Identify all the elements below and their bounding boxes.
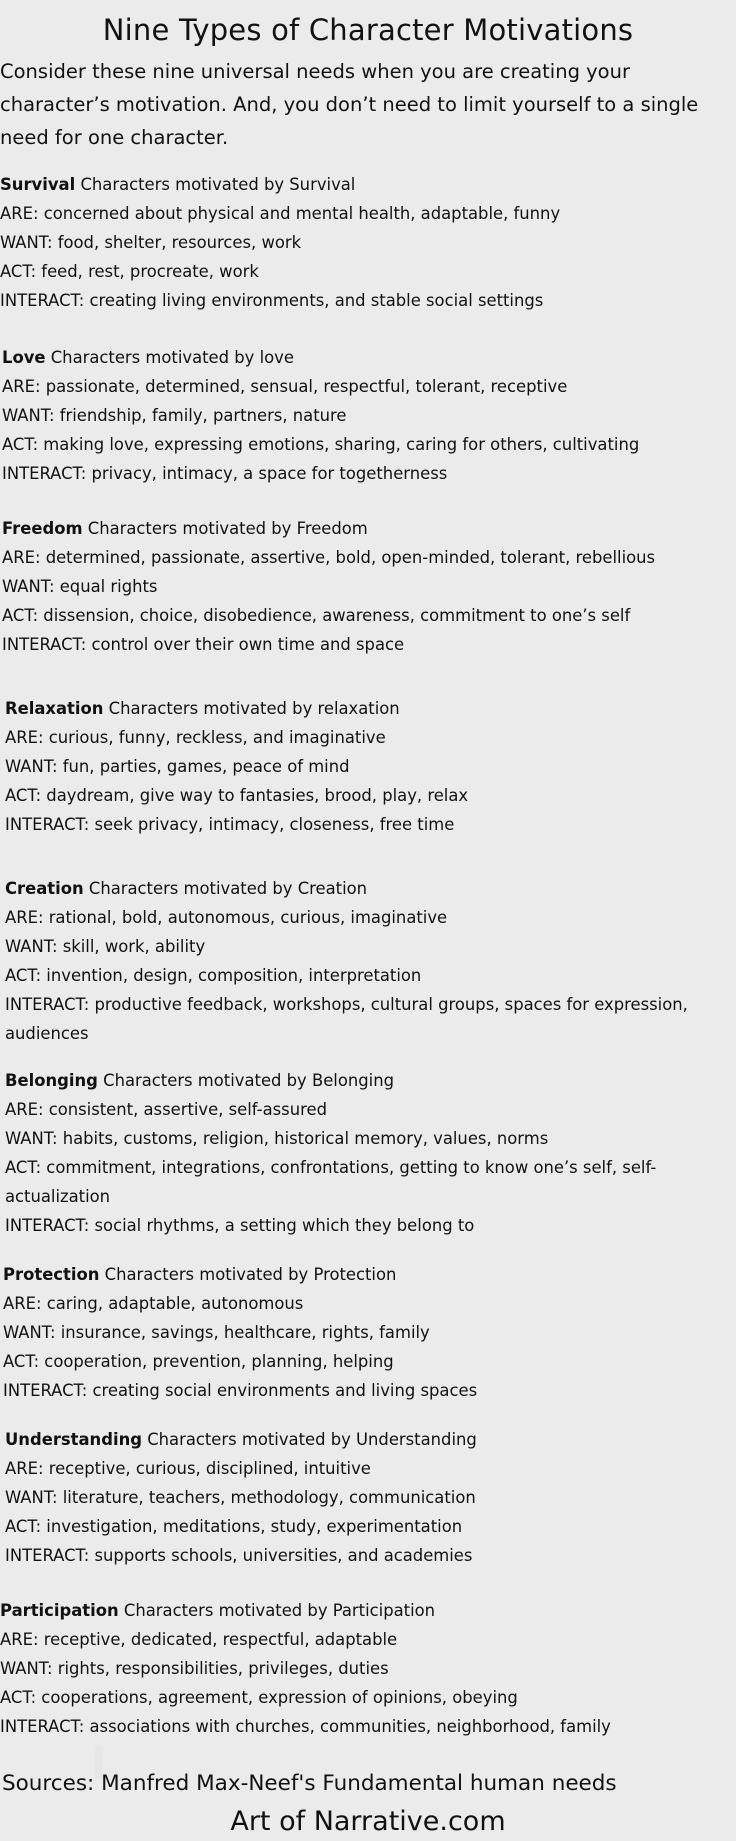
section-row-act: ACT: dissension, choice, disobedience, awareness, commitment to one’s self [2, 606, 631, 625]
section-row-interact: INTERACT: productive feedback, workshops, cultural groups, spaces for expression, [5, 995, 688, 1014]
section-heading [5, 874, 736, 903]
section-subtitle: Characters motivated by Survival [80, 175, 356, 194]
section-row-act: ACT: investigation, meditations, study, experimentation [5, 1517, 463, 1536]
section-understanding [5, 1425, 736, 1570]
section-name: Protection [3, 1265, 100, 1284]
section-name: Participation [0, 1601, 119, 1620]
section-row-want: WANT: literature, teachers, methodology, communication [5, 1488, 476, 1507]
section-row-are: ARE: passionate, determined, sensual, respectful, tolerant, receptive [2, 377, 568, 396]
section-row-are: ARE: curious, funny, reckless, and imaginative [5, 728, 386, 747]
section-participation [0, 1596, 732, 1741]
section-row-are: ARE: rational, bold, autonomous, curious, imaginative [5, 908, 448, 927]
section-row-are: ARE: caring, adaptable, autonomous [3, 1294, 304, 1313]
section-heading [5, 1425, 736, 1454]
section-row-interact: INTERACT: privacy, intimacy, a space for togetherness [2, 464, 448, 483]
brand-name: Art of Narrative.com [230, 1806, 506, 1837]
section-row-want: WANT: friendship, family, partners, nature [2, 406, 347, 425]
section-name: Belonging [5, 1071, 98, 1090]
section-heading [2, 343, 734, 372]
section-heading [2, 514, 734, 543]
section-row-want: WANT: habits, customs, religion, historical memory, values, norms [5, 1129, 549, 1148]
section-row-act: ACT: invention, design, composition, interpretation [5, 966, 422, 985]
section-subtitle: Characters motivated by Participation [123, 1601, 436, 1620]
section-row-act: ACT: cooperation, prevention, planning, helping [3, 1352, 394, 1371]
section-belonging [5, 1066, 736, 1240]
section-row-interact: INTERACT: creating social environments and living spaces [3, 1381, 478, 1400]
section-row-interact: INTERACT: supports schools, universities, and academies [5, 1546, 473, 1565]
section-row-want: WANT: food, shelter, resources, work [0, 233, 302, 252]
section-subtitle: Characters motivated by love [50, 348, 294, 367]
section-heading [5, 694, 736, 723]
intro-line: character’s motivation. And, you don’t need to limit yourself to a single [0, 93, 699, 116]
section-name: Love [2, 348, 46, 367]
section-row-interact-continued: audiences [5, 1024, 89, 1043]
section-name: Relaxation [5, 699, 104, 718]
section-name: Understanding [5, 1430, 142, 1449]
section-subtitle: Characters motivated by Understanding [147, 1430, 477, 1449]
section-heading [3, 1260, 735, 1289]
section-row-want: WANT: insurance, savings, healthcare, rights, family [3, 1323, 430, 1342]
section-heading [0, 1596, 732, 1625]
section-row-interact: INTERACT: seek privacy, intimacy, closeness, free time [5, 815, 455, 834]
section-row-act: ACT: daydream, give way to fantasies, brood, play, relax [5, 786, 469, 805]
section-row-are: ARE: consistent, assertive, self-assured [5, 1100, 327, 1119]
sources-credit: Sources: Manfred Max-Neef's Fundamental human needs [2, 1771, 617, 1796]
section-subtitle: Characters motivated by Freedom [87, 519, 368, 538]
section-row-want: WANT: skill, work, ability [5, 937, 206, 956]
section-row-act: ACT: feed, rest, procreate, work [0, 262, 259, 281]
section-name: Creation [5, 879, 84, 898]
intro-line: Consider these nine universal needs when you are creating your [0, 60, 630, 83]
section-subtitle: Characters motivated by relaxation [108, 699, 400, 718]
section-row-are: ARE: receptive, dedicated, respectful, adaptable [0, 1630, 398, 1649]
section-row-interact: INTERACT: social rhythms, a setting which they belong to [5, 1216, 475, 1235]
section-relaxation [5, 694, 736, 839]
section-row-interact: INTERACT: creating living environments, and stable social settings [0, 291, 544, 310]
section-row-interact: INTERACT: control over their own time and space [2, 635, 405, 654]
section-row-want: WANT: fun, parties, games, peace of mind [5, 757, 350, 776]
section-row-are: ARE: receptive, curious, disciplined, intuitive [5, 1459, 371, 1478]
section-row-act: ACT: commitment, integrations, confrontations, getting to know one’s self, self- [5, 1158, 657, 1177]
page-title: Nine Types of Character Motivations [102, 13, 634, 47]
section-love [2, 343, 734, 488]
section-row-act: ACT: cooperations, agreement, expression of opinions, obeying [0, 1688, 518, 1707]
section-row-want: WANT: equal rights [2, 577, 158, 596]
intro-paragraph [0, 55, 730, 154]
section-heading [5, 1066, 736, 1095]
section-name: Survival [0, 175, 76, 194]
section-heading [0, 170, 732, 199]
section-subtitle: Characters motivated by Protection [104, 1265, 397, 1284]
section-row-are: ARE: concerned about physical and mental health, adaptable, funny [0, 204, 561, 223]
section-row-want: WANT: rights, responsibilities, privileges, duties [0, 1659, 389, 1678]
intro-line: need for one character. [0, 126, 229, 149]
section-row-are: ARE: determined, passionate, assertive, bold, open-minded, tolerant, rebellious [2, 548, 656, 567]
section-survival [0, 170, 732, 315]
section-subtitle: Characters motivated by Belonging [103, 1071, 395, 1090]
section-row-act-continued: actualization [5, 1187, 111, 1206]
section-protection [3, 1260, 735, 1405]
section-row-interact: INTERACT: associations with churches, communities, neighborhood, family [0, 1717, 611, 1736]
section-subtitle: Characters motivated by Creation [88, 879, 368, 898]
section-row-act: ACT: making love, expressing emotions, sharing, caring for others, cultivating [2, 435, 640, 454]
section-creation [5, 874, 736, 1048]
section-freedom [2, 514, 734, 659]
section-name: Freedom [2, 519, 83, 538]
